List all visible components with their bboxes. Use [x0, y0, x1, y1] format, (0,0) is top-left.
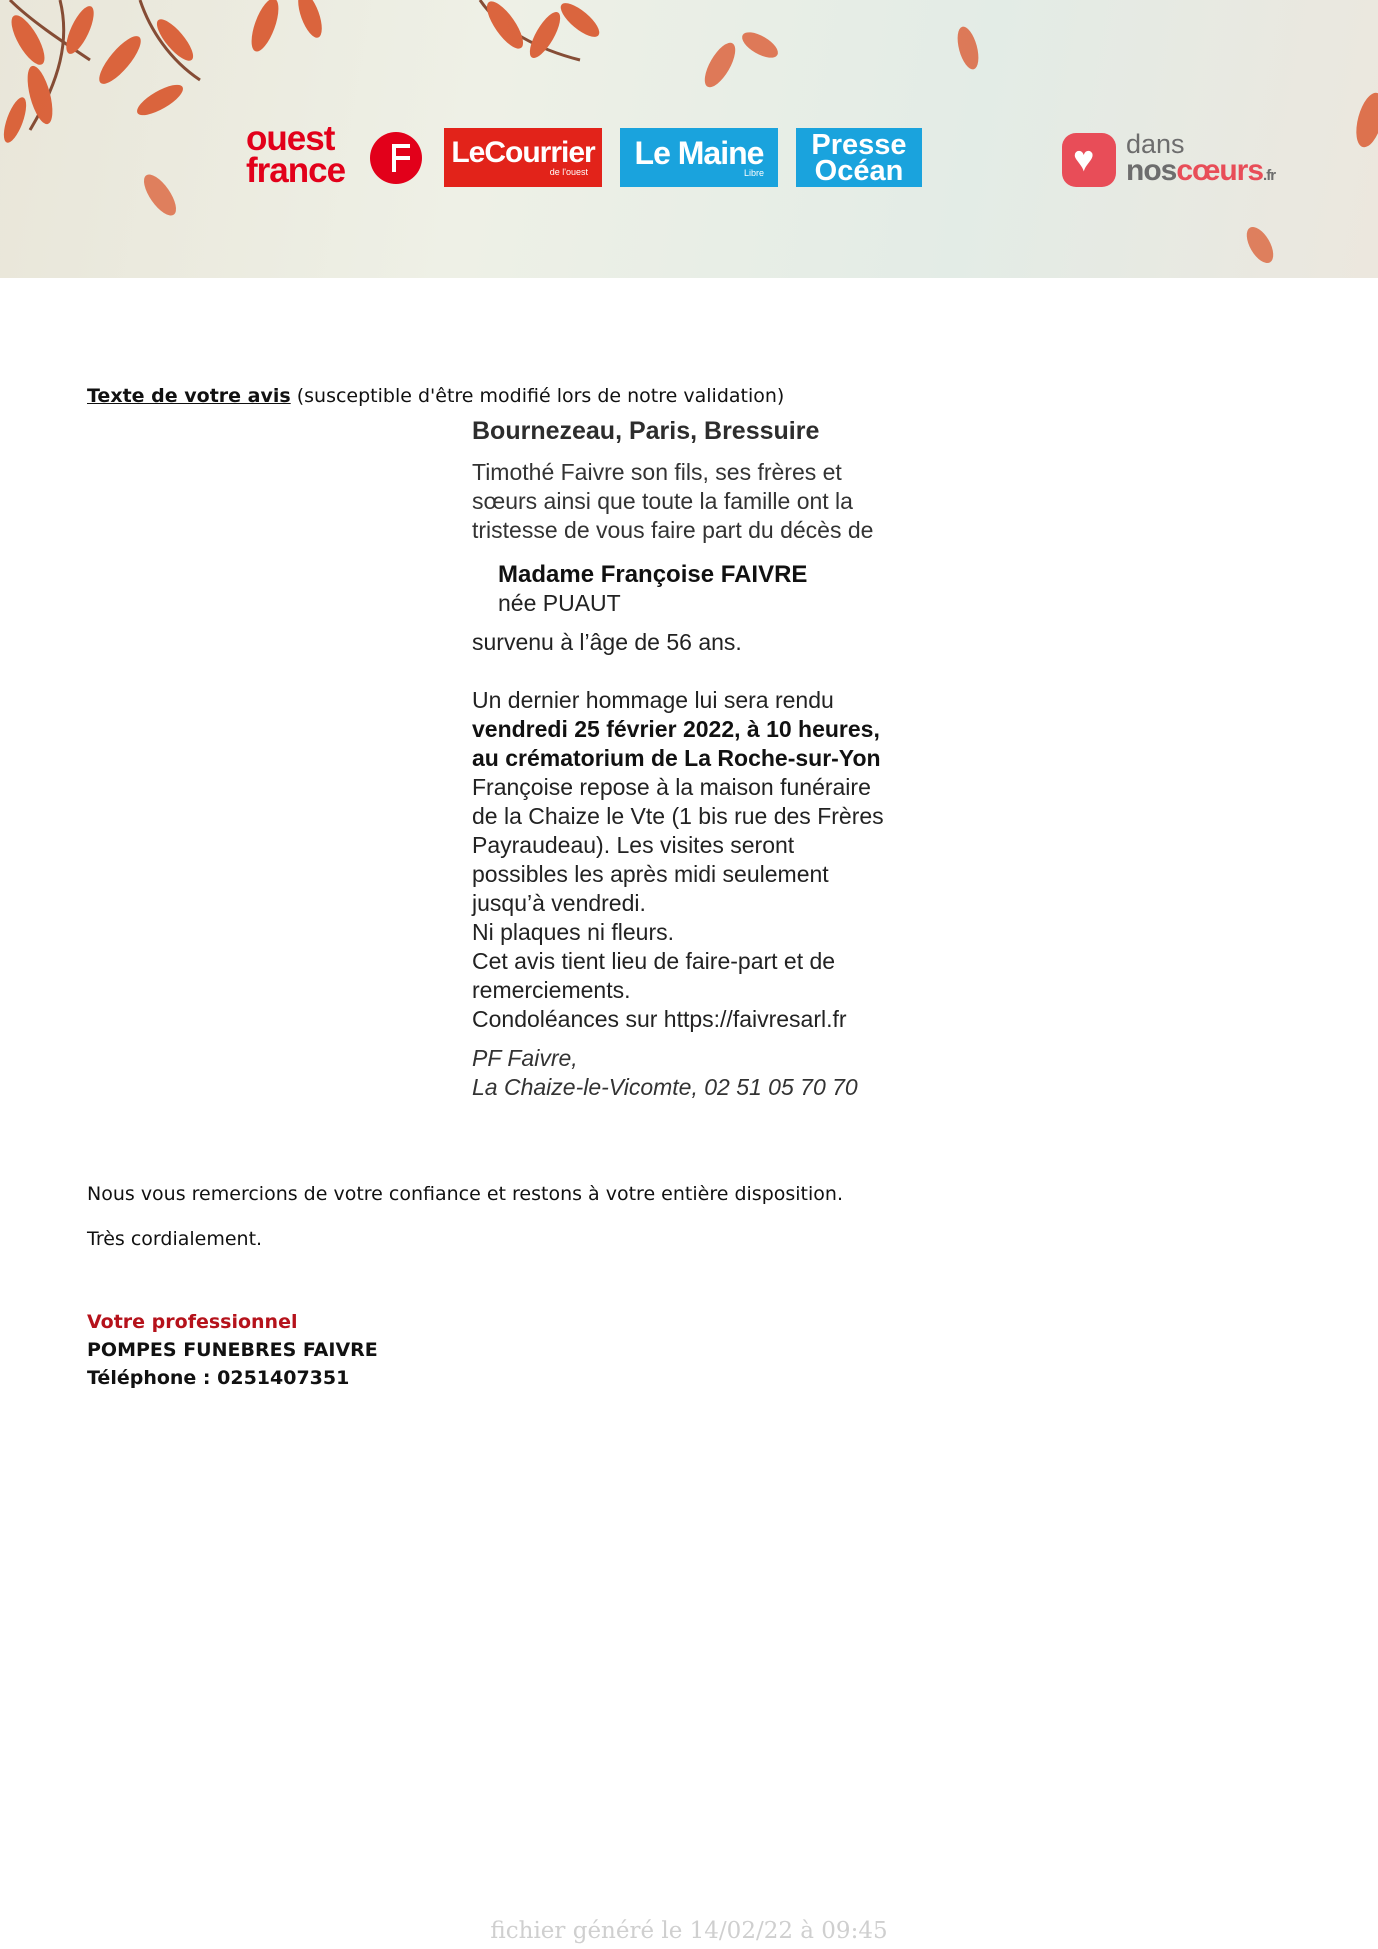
le-maine-logo: [620, 128, 778, 187]
signature-line: PF Faivre,: [472, 1045, 578, 1071]
le-maine-logo-sub: Libre: [743, 168, 764, 178]
heart-icon: [1062, 133, 1116, 187]
ceremony-intro: Un dernier hommage lui sera rendu: [472, 687, 834, 713]
dans-nos-coeurs-logo-dans: dans: [1126, 129, 1185, 159]
signature-line: La Chaize-le-Vicomte, 02 51 05 70 70: [472, 1074, 858, 1100]
notice-intro-line: Timothé Faivre son fils, ses frères et: [472, 459, 842, 485]
deceased-maiden-name: née PUAUT: [498, 590, 621, 616]
notice-header: [87, 384, 784, 408]
dans-nos-coeurs-logo-coeurs: cœurs: [1176, 154, 1264, 187]
ouest-france-logo: [246, 119, 428, 190]
notice-detail-line: de la Chaize le Vte (1 bis rue des Frères: [472, 803, 884, 829]
notice-details: [472, 773, 932, 1034]
notice-detail-line: remerciements.: [472, 977, 631, 1003]
ouest-france-mark-icon: [370, 132, 422, 184]
presse-ocean-logo: [796, 128, 922, 187]
notice-detail-line: jusqu’à vendredi.: [472, 890, 646, 916]
dans-nos-coeurs-logo-fr: .fr: [1263, 167, 1276, 184]
notice-signature: [472, 1044, 932, 1102]
professional-phone: Téléphone : 0251407351: [87, 1367, 350, 1389]
notice-places: Bournezeau, Paris, Bressuire: [472, 417, 820, 445]
closing-regards: Très cordialement.: [87, 1228, 263, 1250]
generated-footer: fichier généré le 14/02/22 à 09:45: [490, 1918, 888, 1944]
notice-detail-line: Françoise repose à la maison funéraire: [472, 774, 871, 800]
notice-intro: [472, 458, 932, 545]
le-courrier-logo-text: LeCourrier: [451, 136, 595, 169]
notice-header-label: Texte de votre avis: [87, 385, 291, 407]
obituary-notice: [472, 414, 932, 1102]
notice-detail-line: Cet avis tient lieu de faire-part et de: [472, 948, 836, 974]
professional-name: POMPES FUNEBRES FAIVRE: [87, 1339, 378, 1361]
notice-intro-line: tristesse de vous faire part du décès de: [472, 517, 874, 543]
closing-thanks: Nous vous remercions de votre confiance et restons à votre entière disposition.: [87, 1183, 843, 1205]
ceremony-location: au crématorium de La Roche-sur-Yon: [472, 745, 881, 771]
le-maine-logo-text: Le Maine: [634, 135, 764, 171]
notice-intro-line: sœurs ainsi que toute la famille ont la: [472, 488, 853, 514]
ouest-france-logo-line2: france: [246, 151, 346, 190]
notice-header-note: (susceptible d'être modifié lors de notre validation): [290, 385, 785, 407]
notice-detail-line: possibles les après midi seulement: [472, 861, 829, 887]
le-courrier-logo: [444, 128, 602, 187]
notice-detail-line: Ni plaques ni fleurs.: [472, 919, 674, 945]
presse-ocean-logo-line2: Océan: [814, 154, 904, 187]
ceremony-date: vendredi 25 février 2022, à 10 heures,: [472, 716, 880, 742]
notice-detail-line: Payraudeau). Les visites seront: [472, 832, 795, 858]
deceased-age: survenu à l’âge de 56 ans.: [472, 629, 742, 655]
dans-nos-coeurs-logo-nos: nos: [1126, 154, 1177, 187]
notice-detail-line: Condoléances sur https://faivresarl.fr: [472, 1006, 847, 1032]
le-courrier-logo-sub: de l'ouest: [549, 167, 588, 177]
deceased-name: Madame Françoise FAIVRE: [498, 561, 808, 588]
header-banner: [0, 0, 1378, 278]
professional-block: [87, 1308, 378, 1392]
professional-label: Votre professionnel: [87, 1311, 298, 1333]
presse-ocean-logo-line1: Presse: [811, 128, 907, 161]
ouest-france-logo-line1: ouest: [246, 119, 335, 158]
dans-nos-coeurs-logo: [1062, 130, 1302, 188]
